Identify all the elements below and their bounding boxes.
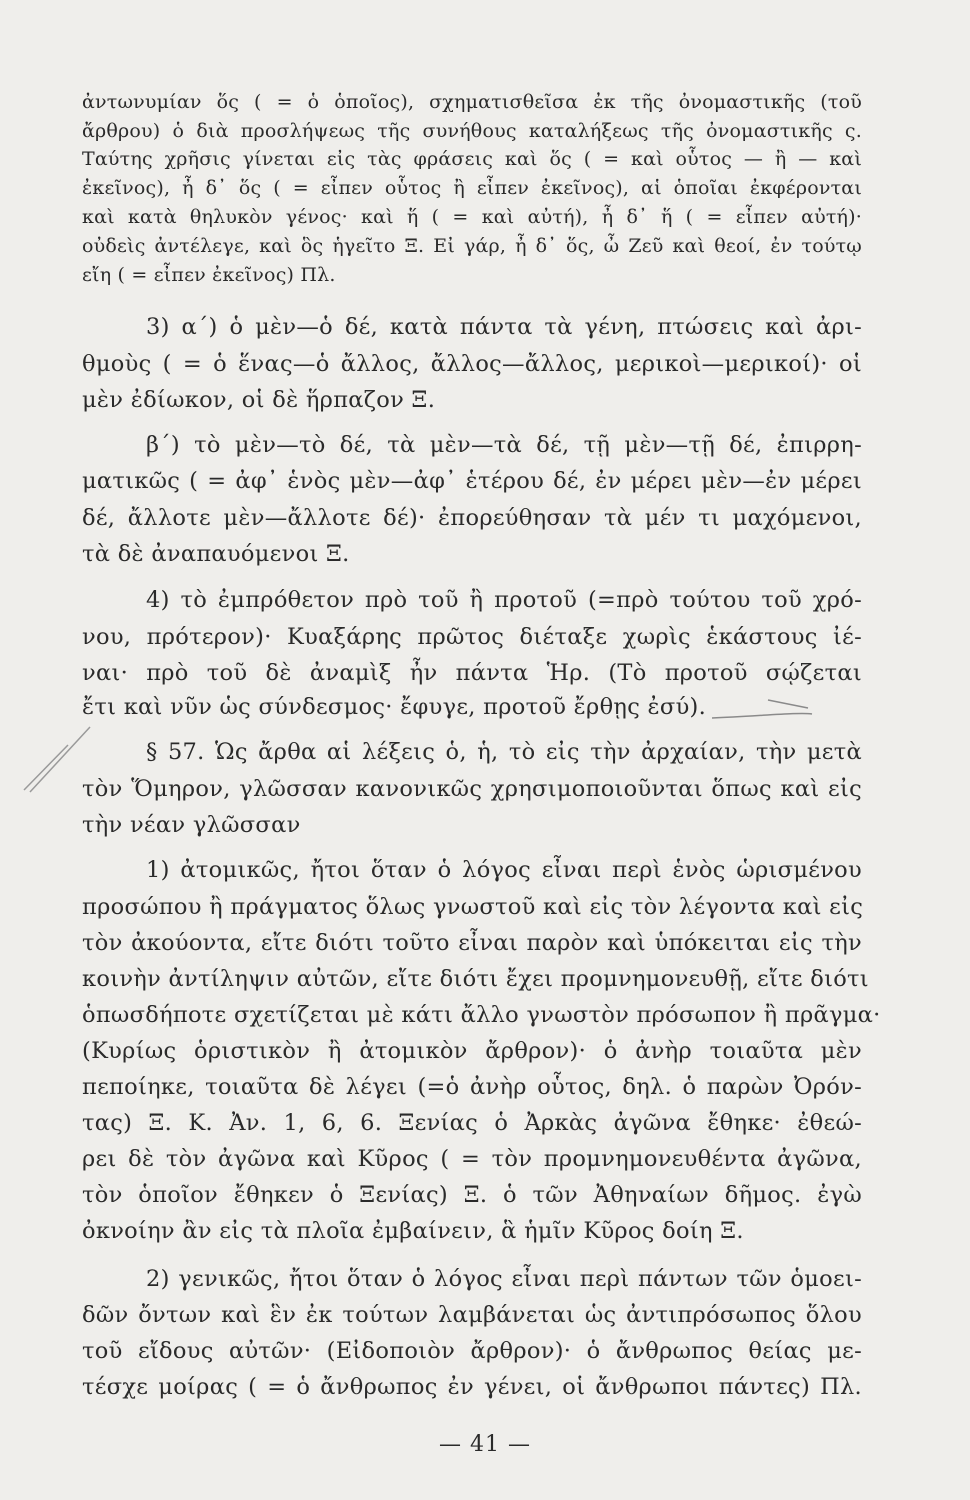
text-line: δέ, ἄλλοτε μὲν—ἄλλοτε δέ)· ἐπορεύθησαν τὰ μέν τι μαχόμενοι, xyxy=(82,505,862,531)
text-line: θμοὺς ( = ὁ ἕνας—ὁ ἄλλος, ἄλλος—ἄλλος, μερικοὶ—μερικοί)· οἱ xyxy=(82,351,862,377)
text-line: κοινὴν ἀντίληψιν αὐτῶν, εἴτε διότι ἔχει προμνημονευθῇ, εἴτε διότι xyxy=(82,966,869,992)
section-heading-line: § 57. Ὡς ἄρθα αἱ λέξεις ὁ, ἡ, τὸ εἰς τὴν ἀρχαίαν, τὴν μετὰ xyxy=(146,739,862,765)
text-line: (Κυρίως ὁριστικὸν ἢ ἀτομικὸν ἄρθρον)· ὁ ἀνὴρ τοιαῦτα μὲν xyxy=(82,1038,862,1064)
text-line: τὸν ἀκούοντα, εἴτε διότι τοῦτο εἶναι παρὸν καὶ ὑπόκειται εἰς τὴν xyxy=(82,930,862,956)
text-line: τὸν Ὅμηρον, γλῶσσαν κανονικῶς χρησιμοποιοῦνται ὅπως καὶ εἰς xyxy=(82,776,862,802)
text-line: τέσχε μοίρας ( = ὁ ἄνθρωπος ἐν γένει, οἱ ἄνθρωποι πάντες) Πλ. xyxy=(82,1374,862,1400)
text-line: καὶ κατὰ θηλυκὸν γένος· καὶ ἥ ( = καὶ αὐτή), ἦ δ᾽ ἥ ( = εἶπεν αὐτή)· xyxy=(82,206,862,228)
text-line: 1) ἀτομικῶς, ἤτοι ὅταν ὁ λόγος εἶναι περὶ ἑνὸς ὡρισμένου xyxy=(146,857,862,883)
text-line: πεποίηκε, τοιαῦτα δὲ λέγει (=ὁ ἀνὴρ οὗτος, δηλ. ὁ παρὼν Ὀρόν- xyxy=(82,1074,862,1100)
text-line: ἐκεῖνος), ἦ δ᾽ ὅς ( = εἶπεν οὗτος ἢ εἶπεν ἐκεῖνος), αἱ ὁποῖαι ἐκφέρονται xyxy=(82,177,862,199)
text-line: 3) α΄) ὁ μὲν—ὁ δέ, κατὰ πάντα τὰ γένη, πτώσεις καὶ ἀρι- xyxy=(146,314,862,340)
text-line: ναι· πρὸ τοῦ δὲ ἀναμὶξ ἦν πάντα Ἡρ. (Τὸ προτοῦ σῴζεται xyxy=(82,660,862,686)
text-line: τὸν ὁποῖον ἔθηκεν ὁ Ξενίας) Ξ. ὁ τῶν Ἀθηναίων δῆμος. ἐγὼ xyxy=(82,1182,862,1208)
text-line: τοῦ εἴδους αὐτῶν· (Εἰδοποιὸν ἄρθρον)· ὁ ἄνθρωπος θείας με- xyxy=(82,1338,862,1364)
text-line: εἴη ( = εἶπεν ἐκεῖνος) Πλ. xyxy=(82,264,336,286)
text-line: δῶν ὄντων καὶ ἓν ἐκ τούτων λαμβάνεται ὡς ἀντιπρόσωπος ὅλου xyxy=(82,1302,862,1328)
text-line: 2) γενικῶς, ἤτοι ὅταν ὁ λόγος εἶναι περὶ πάντων τῶν ὁμοει- xyxy=(146,1266,862,1292)
text-line: οὐδεὶς ἀντέλεγε, καὶ ὃς ἡγεῖτο Ξ. Εἰ γάρ, ἦ δ᾽ ὅς, ὦ Ζεῦ καὶ θεοί, ἐν τούτῳ xyxy=(82,235,862,257)
text-line: Ταύτης χρῆσις γίνεται εἰς τὰς φράσεις καὶ ὅς ( = καὶ οὗτος — ἢ — καὶ xyxy=(82,148,862,170)
text-line: τὴν νέαν γλῶσσαν xyxy=(82,812,301,838)
text-line: β΄) τὸ μὲν—τὸ δέ, τὰ μὲν—τὰ δέ, τῇ μὲν—τῇ δέ, ἐπιρρη- xyxy=(146,432,862,458)
text-line: ὀκνοίην ἂν εἰς τὰ πλοῖα ἐμβαίνειν, ἃ ἡμῖν Κῦρος δοίη Ξ. xyxy=(82,1218,744,1244)
text-line: ὁπωσδήποτε σχετίζεται μὲ κάτι ἄλλο γνωστὸν πρόσωπον ἢ πρᾶγμα· xyxy=(82,1002,881,1028)
underline-pencil-mark xyxy=(712,700,812,718)
text-line: ἀντωνυμίαν ὅς ( = ὁ ὁποῖος), σχηματισθεῖσα ἐκ τῆς ὀνομαστικῆς (τοῦ xyxy=(82,91,862,113)
text-line: νου, πρότερον)· Κυαξάρης πρῶτος διέταξε χωρὶς ἑκάστους ἰέ- xyxy=(82,624,862,650)
text-line: ρει δὲ τὸν ἀγῶνα καὶ Κῦρος ( = τὸν προμνημονευθέντα ἀγῶνα, xyxy=(82,1146,862,1172)
text-line: ἔτι καὶ νῦν ὡς σύνδεσμος· ἔφυγε, προτοῦ ἔρθῃς ἐσύ). xyxy=(82,694,707,720)
text-line: τὰ δὲ ἀναπαυόμενοι Ξ. xyxy=(82,541,350,567)
page-number: — 41 — xyxy=(439,1432,531,1457)
text-line: ἄρθρου) ὁ διὰ προσλήψεως τῆς συνήθους καταλήξεως τῆς ὀνομαστικῆς ς. xyxy=(82,120,862,142)
text-line: τας) Ξ. Κ. Ἀν. 1, 6, 6. Ξενίας ὁ Ἀρκὰς ἀγῶνα ἔθηκε· ἐθεώ- xyxy=(82,1110,862,1136)
text-line: 4) τὸ ἐμπρόθετον πρὸ τοῦ ἢ προτοῦ (=πρὸ τούτου τοῦ χρό- xyxy=(146,587,862,613)
text-line: ματικῶς ( = ἀφ᾽ ἑνὸς μὲν—ἀφ᾽ ἑτέρου δέ, ἐν μέρει μὲν—ἐν μέρει xyxy=(82,468,862,494)
text-line: προσώπου ἢ πράγματος ὅλως γνωστοῦ καὶ εἰς τὸν λέγοντα καὶ εἰς xyxy=(82,894,864,920)
text-line: μὲν ἐδίωκον, οἱ δὲ ἥρπαζον Ξ. xyxy=(82,387,436,413)
margin-check-mark xyxy=(24,727,90,792)
